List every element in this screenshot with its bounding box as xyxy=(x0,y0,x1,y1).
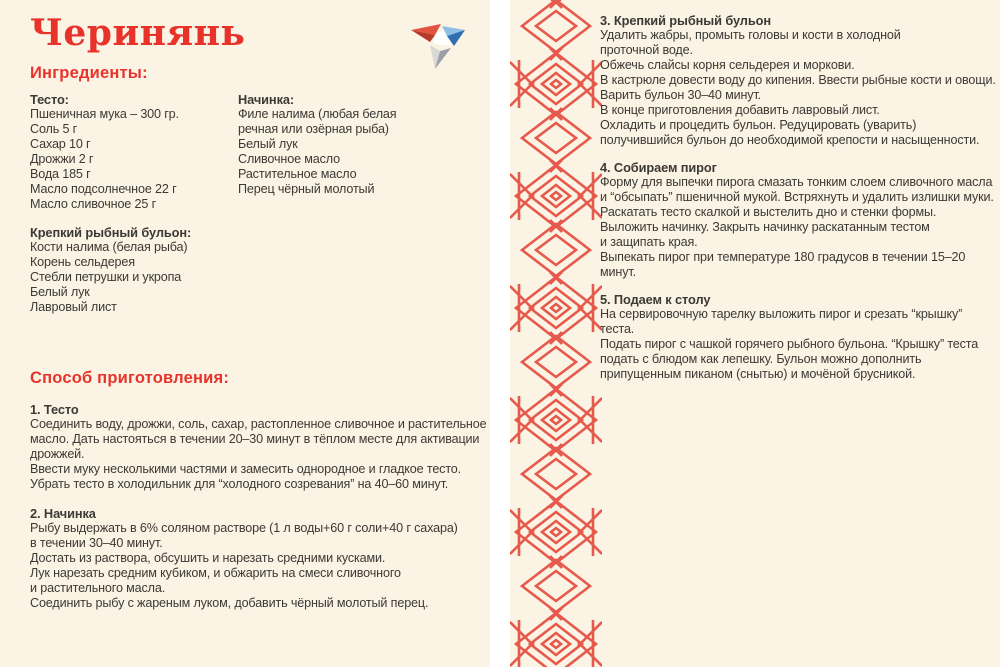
step-text-line: в течении 30–40 минут. xyxy=(30,536,163,550)
method-steps-left xyxy=(30,402,487,625)
step-text xyxy=(600,28,996,148)
ingredient-item: Соль 5 г xyxy=(30,122,78,136)
step-text-line: Удалить жабры, промыть головы и кости в холодной xyxy=(600,28,901,42)
step-text xyxy=(600,175,994,280)
step-text xyxy=(30,521,480,611)
step-text-line: В кастрюле довести воду до кипения. Ввести рыбные кости и овощи. xyxy=(600,73,996,87)
ingredient-item: Сахар 10 г xyxy=(30,137,91,151)
three-paper-planes-icon xyxy=(408,16,468,72)
step-title: 2. Начинка xyxy=(30,506,96,521)
brand-logo xyxy=(408,16,468,72)
ingredient-item: Стебли петрушки и укропа xyxy=(30,270,182,284)
step-text-line: На сервировочную тарелку выложить пирог и срезать “крышку” xyxy=(600,307,963,321)
step-text-line: Выпекать пирог при температуре 180 градусов в течении 15–20 xyxy=(600,250,966,264)
step-text-line: Форму для выпечки пирога смазать тонким слоем сливочного масла xyxy=(600,175,993,189)
step-text-line: масло. Дать настояться в течении 20–30 минут в тёплом месте для активации xyxy=(30,432,480,446)
page-gutter xyxy=(490,0,510,667)
step-title: 1. Тесто xyxy=(30,402,79,417)
ingredient-item: Лавровый лист xyxy=(30,300,117,314)
ingredient-item: Масло подсолнечное 22 г xyxy=(30,182,177,196)
method-step-4 xyxy=(600,160,994,280)
komi-ornament-band xyxy=(510,0,602,667)
step-text-line: проточной воде. xyxy=(600,43,693,57)
ingredient-item: Дрожжи 2 г xyxy=(30,152,94,166)
ingredient-item: Кости налима (белая рыба) xyxy=(30,240,188,254)
step-text-line: и защипать края. xyxy=(600,235,698,249)
ingredient-list xyxy=(30,107,238,212)
ingredients-heading: Ингредиенты: xyxy=(30,64,148,82)
diamond-ornament-icon xyxy=(510,0,602,667)
ingredient-group-title: Тесто: xyxy=(30,92,69,107)
step-text-line: припущенным пиканом (снытью) и мочёной брусникой. xyxy=(600,367,916,381)
step-text-line: Лук нарезать средним кубиком, и обжарить на смеси сливочного xyxy=(30,566,401,580)
step-title: 4. Собираем пирог xyxy=(600,160,717,175)
step-text-line: получившийся бульон до необходимой крепости и насыщенности. xyxy=(600,133,980,147)
ingredient-item: Перец чёрный молотый xyxy=(238,182,375,196)
ingredient-item: Сливочное масло xyxy=(238,152,340,166)
ingredient-item: Вода 185 г xyxy=(30,167,91,181)
method-step-3 xyxy=(600,13,996,148)
step-text-line: Достать из раствора, обсушить и нарезать средними кусками. xyxy=(30,551,386,565)
ingredient-item: Растительное масло xyxy=(238,167,357,181)
step-text-line: Раскатать тесто скалкой и выстелить дно и стенки формы. xyxy=(600,205,937,219)
ingredients-column-left xyxy=(30,92,238,328)
step-text-line: В конце приготовления добавить лавровый лист. xyxy=(600,103,880,117)
method-heading: Способ приготовления: xyxy=(30,369,230,387)
step-text xyxy=(30,417,487,492)
ingredient-group-title: Начинка: xyxy=(238,92,295,107)
step-text-line: Рыбу выдержать в 6% соляном растворе (1 л воды+60 г соли+40 г сахара) xyxy=(30,521,458,535)
ingredient-item: Корень сельдерея xyxy=(30,255,135,269)
left-page xyxy=(0,0,490,667)
step-text-line: Соединить воду, дрожжи, соль, сахар, растопленное сливочное и растительное xyxy=(30,417,487,431)
step-text-line: Соединить рыбу с жареным луком, добавить чёрный молотый перец. xyxy=(30,596,429,610)
right-page xyxy=(510,0,1000,667)
ingredient-list xyxy=(238,107,468,197)
step-title: 5. Подаем к столу xyxy=(600,292,711,307)
method-steps-right xyxy=(600,13,996,394)
method-step-2 xyxy=(30,506,480,611)
method-step-5 xyxy=(600,292,980,382)
method-step-1 xyxy=(30,402,487,492)
ingredient-item: Пшеничная мука – 300 гр. xyxy=(30,107,179,121)
ingredient-group-filling xyxy=(238,92,468,197)
step-text-line: и растительного масла. xyxy=(30,581,166,595)
ingredient-item: Белый лук xyxy=(238,137,298,151)
ingredient-list xyxy=(30,240,238,315)
ingredient-item: речная или озёрная рыба) xyxy=(238,122,389,136)
ingredient-group-title: Крепкий рыбный бульон: xyxy=(30,225,192,240)
step-text-line: Обжечь слайсы корня сельдерея и моркови. xyxy=(600,58,855,72)
step-text-line: Ввести муку несколькими частями и замесить однородное и гладкое тесто. xyxy=(30,462,461,476)
step-text-line: Подать пирог с чашкой горячего рыбного бульона. “Крышку” теста xyxy=(600,337,979,351)
page-title: Черинянь xyxy=(30,12,246,54)
ingredient-item: Белый лук xyxy=(30,285,90,299)
step-text-line: Выложить начинку. Закрыть начинку раскатанным тестом xyxy=(600,220,930,234)
step-text-line: подать с блюдом как лепешку. Бульон можно дополнить xyxy=(600,352,922,366)
ingredient-item: Филе налима (любая белая xyxy=(238,107,397,121)
step-text xyxy=(600,307,980,382)
ingredients-column-right xyxy=(238,92,468,328)
step-text-line: дрожжей. xyxy=(30,447,85,461)
step-text-line: минут. xyxy=(600,265,636,279)
step-text-line: Варить бульон 30–40 минут. xyxy=(600,88,762,102)
ingredient-group-dough xyxy=(30,92,238,212)
ingredient-item: Масло сливочное 25 г xyxy=(30,197,157,211)
step-text-line: Охладить и процедить бульон. Редуцировать (уварить) xyxy=(600,118,917,132)
step-text-line: Убрать тесто в холодильник для “холодного созревания” на 40–60 минут. xyxy=(30,477,449,491)
step-text-line: теста. xyxy=(600,322,635,336)
step-title: 3. Крепкий рыбный бульон xyxy=(600,13,771,28)
step-text-line: и “обсыпать” пшеничной мукой. Встряхнуть и удалить излишки муки. xyxy=(600,190,994,204)
ingredient-group-broth xyxy=(30,225,238,315)
ingredients-columns xyxy=(30,92,468,328)
